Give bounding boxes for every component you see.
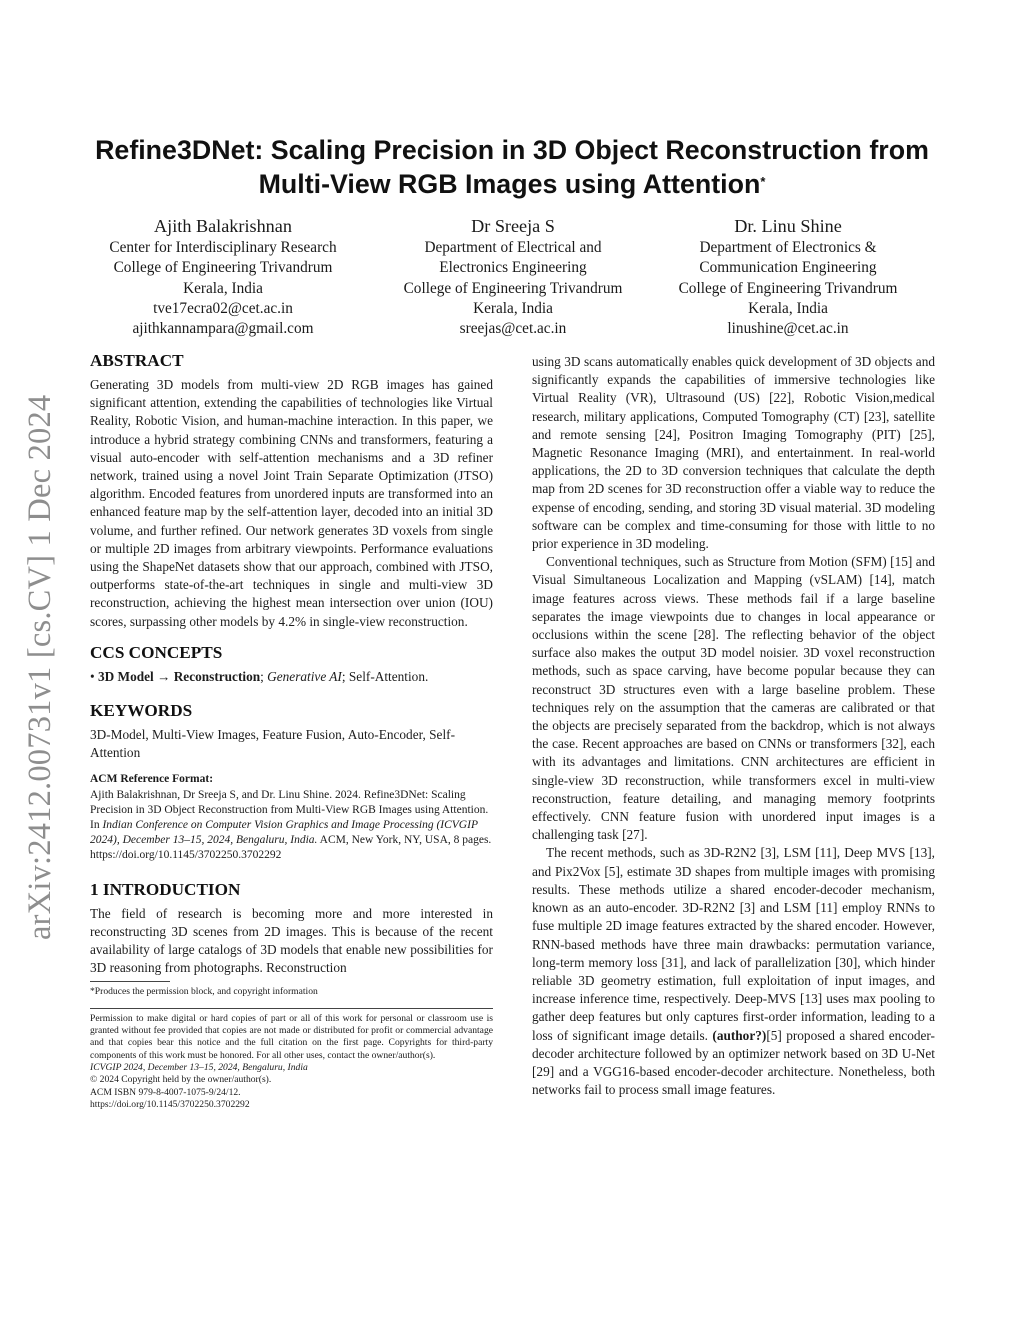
copyright-line: © 2024 Copyright held by the owner/author(s).: [90, 1074, 272, 1086]
ccs-rest: ; Self-Attention.: [341, 668, 429, 684]
author-email: linushine@cet.ac.in: [727, 320, 849, 338]
right-column: [532, 353, 935, 1099]
reference-format-text: [90, 788, 493, 864]
author-email: ajithkannampara@gmail.com: [132, 320, 314, 338]
reference-authors-title: Ajith Balakrishnan, Dr Sreeja S, and Dr. Linu Shine. 2024. Refine3DNet: Scaling Precision in 3D Object Reconstruction from Multi-View RGB Images using Attention. In: [90, 788, 489, 832]
author-email: tve17ecra02@cet.ac.in: [153, 299, 293, 317]
author-name: Ajith Balakrishnan: [154, 216, 292, 236]
abstract-text: Generating 3D models from multi-view 2D RGB images has gained significant attention, extending the capabilities of technologies like Virtual Reality, Robotic Vision, and human-machine interaction. In this paper, we introduce a hybrid strategy combining CNNs and transformers, featuring a visual auto-encoder with self-attention mechanisms and a 3D refiner network, trained using a novel Joint Train Separate Optimization (JTSO) algorithm. Encoded features from unordered inputs are transformed into an enhanced feature map by the self-attention layer, decoded into an initial 3D volume, and further refined. Our network generates 3D voxels from single or multiple 2D images from arbitrary viewpoints. Performance evaluations using the ShapeNet datasets show that our approach, combined with JTSO, outperforms state-of-the-art techniques in single and multi-view 3D reconstruction, achieving the highest mean intersection over union (IOU) scores, surpassing other models by 4.2% in single-view reconstruction.: [90, 377, 493, 629]
ccs-bullet: •: [90, 668, 95, 684]
author-affiliation: College of Engineering Trivandrum: [113, 259, 333, 277]
isbn-line: ACM ISBN 979-8-4007-1075-9/24/12.: [90, 1086, 241, 1098]
author-affiliation: Department of Electrical and: [424, 239, 602, 256]
author-affiliation: College of Engineering Trivandrum: [678, 279, 898, 297]
intro-paragraph-3: [532, 844, 935, 1099]
title-line-1: Refine3DNet: Scaling Precision in 3D Object Reconstruction from: [95, 135, 929, 165]
keywords-heading: KEYWORDS: [90, 701, 193, 721]
abstract-heading: ABSTRACT: [90, 351, 184, 370]
author-affiliation: College of Engineering Trivandrum: [403, 279, 623, 297]
title-footnote-mark: *: [760, 174, 766, 189]
author-location: Kerala, India: [473, 299, 553, 317]
reference-publisher: ACM, New York, NY, USA, 8 pages. https://doi.org/10.1145/3702250.3702292: [90, 834, 492, 862]
ccs-heading: CCS CONCEPTS: [90, 642, 223, 662]
author-affiliation: Electronics Engineering: [439, 259, 587, 277]
reference-venue: Indian Conference on Computer Vision Graphics and Image Processing (ICVGIP 2024), December 13–15, 2024, Bengaluru, India.: [90, 819, 478, 847]
author-affiliation: Center for Interdisciplinary Research: [109, 239, 337, 256]
intro-paragraph-1: using 3D scans automatically enables quick development of 3D objects and significantly expands the capabilities of immersive technologies like Virtual Reality (VR), Ultrasound (US) [22], Robotic Vision,medical research, military applications, Computed Tomography (CT) [23], satellite and remote sensing [24], Positron Imaging Tomography (PIT) [25], Magnetic Resonance Imaging (MRI), and entertainment. In real-world applications, the 2D to 3D conversion techniques that calculate the depth map from 2D scenes for 3D reconstruction offer a viable way to reduce the expense of encoding, sending, and storing 3D visual material. 3D modeling software can be complex and time-consuming for those with little to no prior experience in 3D modeling.: [532, 354, 935, 552]
intro-paragraph-3-end: [5] proposed a shared encoder-decoder architecture followed by an optimizer network based on 3D U-Net [29] and a VGG16-based encoder-decoder architecture. Nonetheless, both networks fail to process small image features.: [532, 1027, 935, 1098]
permission-statement: Permission to make digital or hard copies of part or all of this work for personal or classroom use is granted without fee provided that copies are not made or distributed for profit or commercial advantage and that copies bear this notice and the full citation on the first page. Copyrights for third-party components of this work must be honored. For all other uses, contact the owner/author(s).: [90, 1012, 493, 1061]
conference-line: ICVGIP 2024, December 13–15, 2024, Bengaluru, India: [90, 1061, 308, 1073]
doi-line: https://doi.org/10.1145/3702250.3702292: [90, 1098, 250, 1110]
footnote-divider: [90, 981, 170, 982]
left-column: [90, 350, 493, 1111]
author-name: Dr Sreeja S: [471, 216, 555, 236]
author-email: sreejas@cet.ac.in: [459, 320, 567, 338]
title-line-2-text: Multi-View RGB Images using Attention: [258, 169, 761, 199]
ccs-secondary-concept: Generative AI: [267, 668, 342, 684]
permission-divider: [90, 1008, 493, 1009]
introduction-heading: 1 INTRODUCTION: [90, 879, 241, 899]
author-affiliation: Communication Engineering: [699, 259, 877, 277]
ccs-concepts: [90, 668, 493, 686]
paper-title: [72, 133, 952, 201]
arxiv-identifier-stamp: arXiv:2412.00731v1 [cs.CV] 1 Dec 2024: [22, 394, 58, 940]
author-placeholder: (author?): [712, 1027, 767, 1043]
ccs-separator: ;: [260, 668, 268, 684]
title-footnote: *Produces the permission block, and copyright information: [90, 986, 318, 998]
author-2: [373, 214, 653, 339]
intro-paragraph-2: Conventional techniques, such as Structure from Motion (SFM) [15] and Visual Simultaneous Localization and Mapping (vSLAM) [14], match image features across views. These methods fail if a large baseline separates the image viewpoints due to changes in local appearance or occlusions within the scene [28]. The reflecting behavior of the object surface also makes the output 3D model noisier. 3D voxel reconstruction methods, such as space carving, have become popular because they can reconstruct 3D structures even with a large baseline problem. These techniques rely on the assumption that the cameras are calibrated or that the objects are precisely separated from the backdrop, which is not always the case. Recent approaches are based on CNNs or transformers [32], each with its advantages and limitations. CNN architectures are efficient in single-view 3D reconstruction, while transformers excel in multi-view reconstruction, feature detailing, and managing memory footprints effectively. CNN feature fusion with unordered input images is a challenging task [27].: [532, 554, 935, 843]
author-name: Dr. Linu Shine: [734, 216, 842, 236]
introduction-text: The field of research is becoming more and more interested in reconstructing 3D scenes from 2D images. This is because of the recent availability of large catalogs of 3D models that enable new possibilities for 3D reasoning from photographs. Reconstruction: [90, 905, 493, 976]
keywords-text: 3D-Model, Multi-View Images, Feature Fusion, Auto-Encoder, Self-Attention: [90, 727, 456, 761]
ccs-primary-concept: 3D Model → Reconstruction: [97, 668, 261, 684]
author-3: [648, 214, 928, 339]
intro-paragraph-3-start: The recent methods, such as 3D-R2N2 [3], LSM [11], Deep MVS [13], and Pix2Vox [5], estimate 3D shapes from multiple images with promising results. These methods utilize a shared encoder-decoder mechanism, known as an auto-encoder. 3D-R2N2 [3] and LSM [11] employ RNNs to fuse multiple 2D image features extracted by the shared encoder. However, RNN-based methods have three main drawbacks: permutation variance, long-term memory loss [31], and lack of parallelization [30], which hinder reliable 3D geometry estimation, full exploitation of input images, and increase inference time, respectively. Deep-MVS [13] uses max pooling to gather deep features but only captures first-order information, leading to a loss of significant image details.: [532, 845, 935, 1043]
author-affiliation: Department of Electronics &: [699, 239, 877, 256]
reference-format-heading: ACM Reference Format:: [90, 773, 214, 786]
title-line-2: [72, 167, 952, 201]
author-1: [83, 214, 363, 339]
author-location: Kerala, India: [183, 279, 263, 297]
author-location: Kerala, India: [748, 299, 828, 317]
